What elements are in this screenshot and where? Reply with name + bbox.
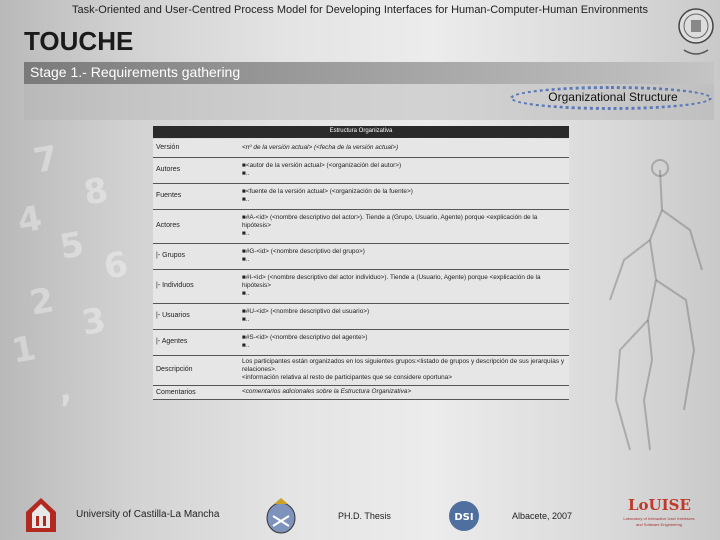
template-row [153, 243, 569, 269]
dsi-logo-icon [448, 500, 480, 532]
row-label: Versión [153, 139, 239, 157]
row-label: Autores [153, 157, 239, 183]
lolise-logo-title: LoUISE [628, 496, 691, 514]
template-row [153, 157, 569, 183]
template-row [153, 139, 569, 157]
uclm-logo-icon [22, 496, 60, 534]
row-value-line: <información relativa al resto de participantes que se considere oportuna> [242, 374, 452, 382]
template-row [153, 303, 569, 329]
document-header: Estructura Organizativa [329, 128, 393, 134]
row-value [239, 385, 569, 399]
template-row [153, 183, 569, 209]
row-value-line: ■<fuente de la versión actual> (<organización de la fuente>) [242, 187, 413, 195]
row-value-line: ■.. [242, 290, 250, 298]
row-label: |- Individuos [153, 269, 239, 303]
row-label: Comentarios [153, 385, 239, 399]
coat-of-arms-icon [264, 498, 298, 534]
row-value-line: ■<autor de la versión actual> (<organización del autor>) [242, 161, 402, 169]
lolise-logo [610, 494, 710, 538]
row-value-line: ■#A-<id> (<nombre descriptivo del actor>). Tiende a (Grupo, Usuario, Agente) porque <explicación de la hipótesis> [242, 213, 538, 229]
row-value-line: <comentarios adicionales sobre la Estructura Organizativa> [242, 387, 412, 395]
row-value [239, 269, 569, 303]
university-seal-icon [676, 2, 716, 62]
row-value [239, 329, 569, 355]
template-row [153, 209, 569, 243]
row-label: Actores [153, 209, 239, 243]
section-title: Organizational Structure [548, 90, 678, 104]
row-value-line: ■#G-<id> (<nombre descriptivo del grupo>) [242, 247, 365, 255]
row-value-line: ■#I-<id> (<nombre descriptivo del actor individuo>). Tiende a (Usuario, Agente) porque <explicación de la hipótesis> [242, 273, 541, 289]
row-label: |- Usuarios [153, 303, 239, 329]
row-value-line: <nº de la versión actual> (<fecha de la versión actual>) [242, 143, 399, 151]
quixote-figure-illustration [590, 150, 720, 480]
footer-university: University of Castilla-La Mancha [76, 509, 220, 520]
svg-text:DSI: DSI [454, 512, 474, 523]
row-value-line: ■.. [242, 316, 250, 323]
row-label: Descripción [153, 355, 239, 385]
row-value [239, 355, 569, 385]
row-label: |- Agentes [153, 329, 239, 355]
row-value-line: ■#U-<id> (<nombre descriptivo del usuario>) [242, 307, 370, 315]
stage-title: Stage 1.- Requirements gathering [30, 64, 241, 80]
row-value [239, 243, 569, 269]
footer-thesis: PH.D. Thesis [338, 511, 391, 521]
row-value-line: Los participantes están organizados en los siguientes grupos:<listado de grupos y descripción de sus jerarquías y relaciones>. [242, 357, 565, 373]
row-value [239, 157, 569, 183]
brand-title: TOUCHE [24, 26, 134, 56]
template-row [153, 355, 569, 385]
presentation-title: Task-Oriented and User-Centred Process Model for Developing Interfaces for Human-Computer-Human Environments [72, 4, 648, 16]
row-value [239, 139, 569, 157]
lolise-logo-line2: and Software Engineering [635, 522, 683, 527]
row-value [239, 303, 569, 329]
row-value-line: ■.. [242, 230, 250, 238]
template-row [153, 269, 569, 303]
row-value-line: ■.. [242, 256, 250, 263]
lolise-logo-line1: Laboratory of Interactive User Interfaces [623, 516, 695, 521]
row-value-line: ■.. [242, 196, 250, 203]
row-value [239, 183, 569, 209]
template-table [153, 139, 569, 400]
row-label: Fuentes [153, 183, 239, 209]
row-value-line: ■#S-<id> (<nombre descriptivo del agente>) [242, 333, 368, 341]
row-value-line: ■.. [242, 170, 250, 177]
template-row [153, 385, 569, 399]
slide: 7 8 4 5 6 2 3 1 , Task-Oriented and User-Centred Process Model for Developing Interfaces for Human-Computer-Human Environments TOUCHE Stage 1.- Requirements gathering Organizational Structure Estructura Organizativa Versión <nº de la versión actual> (<fecha de la versión actual>) Autores ■<autor de la versión actual> (<organización del autor>) ■.. Fuentes ■<fuente de la versión actual> (<organización de la fuente>) ■.. Actores ■#A-<id> (<nombre descriptivo del actor>). Tiende a (Grupo, Usuario, Agente) porque <explicación de la hipótesis> ■.. |- Grupos ■#G-<id> (<nombre descriptivo del grupo>) ■.. |- Individuos ■#I-<id> (<nombre descriptivo del actor individuo>). Tiende a (Usuario, Agente) porque <explicación de la hipótesis> ■.. |- Usuarios ■#U-<id> (<nombre descriptivo del usuario>) ■.. |- Agentes ■#S-<id> (<nombre descriptivo del agente>) ■.. Descripción Los participantes están organizados en los siguientes grupos:<listado de grupos y descripción de sus jerarquías y relaciones>. <información relativa al resto de participantes que se considere oportuna> Comentarios <comentarios adicionales sobre la Estructura Organizativa> University of Castilla-La Mancha PH.D. Thesis DSI Albacete, 2007 LoUISE Laboratory of Interactive User Interfaces and Software Engineering [0, 0, 720, 540]
footer-place-date: Albacete, 2007 [512, 511, 573, 521]
row-value [239, 209, 569, 243]
template-row [153, 329, 569, 355]
row-label: |- Grupos [153, 243, 239, 269]
row-value-line: ■.. [242, 342, 250, 349]
